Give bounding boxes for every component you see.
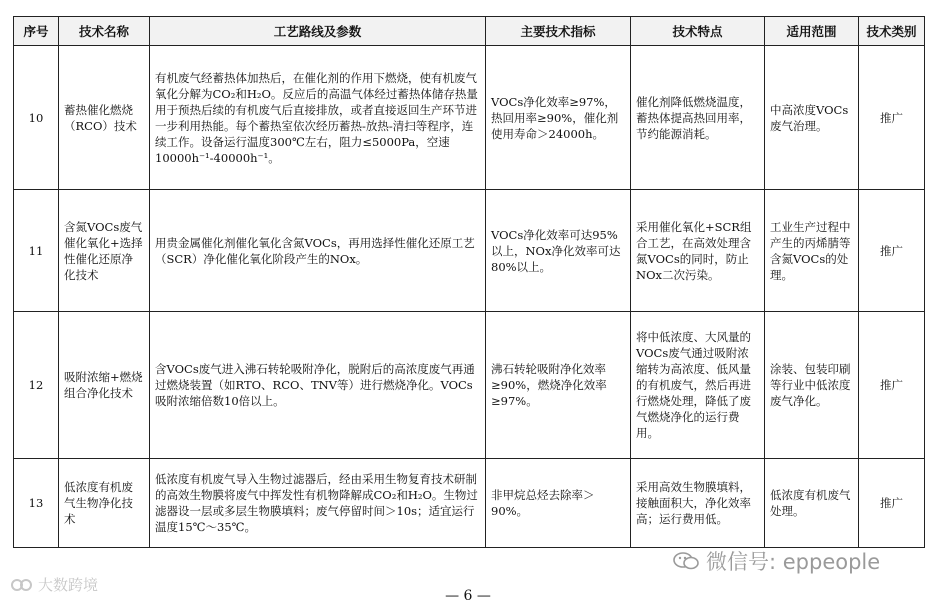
cell-name: 吸附浓缩+燃烧组合净化技术 bbox=[59, 312, 150, 459]
tech-table bbox=[13, 16, 925, 548]
cell-process: 用贵金属催化剂催化氧化含氮VOCs，再用选择性催化还原工艺（SCR）净化催化氧化阶段产生的NOx。 bbox=[150, 190, 486, 312]
cell-name: 蓄热催化燃烧（RCO）技术 bbox=[59, 46, 150, 190]
cell-indicators: VOCs净化效率≥97%，热回用率≥90%，催化剂使用寿命＞24000h。 bbox=[486, 46, 631, 190]
table-row bbox=[14, 190, 925, 312]
header-category: 技术类别 bbox=[859, 17, 925, 46]
wechat-icon bbox=[672, 551, 700, 571]
cell-category: 推广 bbox=[859, 190, 925, 312]
header-scope: 适用范围 bbox=[765, 17, 859, 46]
cell-name: 含氮VOCs废气催化氧化+选择性催化还原净化技术 bbox=[59, 190, 150, 312]
table-row bbox=[14, 312, 925, 459]
watermark-left-text: 大数跨境 bbox=[38, 576, 99, 594]
cell-indicators: VOCs净化效率可达95%以上，NOx净化效率可达80%以上。 bbox=[486, 190, 631, 312]
header-features: 技术特点 bbox=[631, 17, 765, 46]
cell-indicators: 非甲烷总烃去除率＞90%。 bbox=[486, 459, 631, 548]
cell-features: 将中低浓度、大风量的VOCs废气通过吸附浓缩转为高浓度、低风量的有机废气，然后再进行燃烧处理，降低了废气燃烧净化的运行费用。 bbox=[631, 312, 765, 459]
cell-no: 12 bbox=[14, 312, 59, 459]
cell-no: 11 bbox=[14, 190, 59, 312]
cell-category: 推广 bbox=[859, 459, 925, 548]
watermark-right-text: 微信号: eppeople bbox=[706, 550, 881, 574]
cell-scope: 低浓度有机废气处理。 bbox=[765, 459, 859, 548]
cell-scope: 涂装、包装印刷等行业中低浓度废气净化。 bbox=[765, 312, 859, 459]
cell-no: 13 bbox=[14, 459, 59, 548]
cell-category: 推广 bbox=[859, 46, 925, 190]
cell-no: 10 bbox=[14, 46, 59, 190]
cell-scope: 工业生产过程中产生的丙烯腈等含氮VOCs的处理。 bbox=[765, 190, 859, 312]
cell-features: 催化剂降低燃烧温度，蓄热体提高热回用率，节约能源消耗。 bbox=[631, 46, 765, 190]
cell-features: 采用催化氧化+SCR组合工艺，在高效处理含氮VOCs的同时，防止NOx二次污染。 bbox=[631, 190, 765, 312]
cell-process: 含VOCs废气进入沸石转轮吸附净化，脱附后的高浓度废气再通过燃烧装置（如RTO、RCO、TNV等）进行燃烧净化。VOCs吸附浓缩倍数10倍以上。 bbox=[150, 312, 486, 459]
cell-scope: 中高浓度VOCs废气治理。 bbox=[765, 46, 859, 190]
table-row bbox=[14, 459, 925, 548]
page-number: — 6 — bbox=[445, 588, 491, 604]
cell-indicators: 沸石转轮吸附净化效率≥90%，燃烧净化效率≥97%。 bbox=[486, 312, 631, 459]
watermark-right bbox=[672, 546, 880, 576]
header-row bbox=[14, 17, 925, 46]
cell-process: 有机废气经蓄热体加热后，在催化剂的作用下燃烧，使有机废气氧化分解为CO₂和H₂O。反应后的高温气体经过蓄热体储存热量用于预热后续的有机废气后直接排放，或者直接返回生产环节进一步利用热能。每个蓄热室依次经历蓄热-放热-清扫等程序，连续工作。设备运行温度300℃左右，阻力≤5000Pa，空速10000h⁻¹-40000h⁻¹。 bbox=[150, 46, 486, 190]
header-no: 序号 bbox=[14, 17, 59, 46]
table-row bbox=[14, 46, 925, 190]
header-process: 工艺路线及参数 bbox=[150, 17, 486, 46]
header-indicators: 主要技术指标 bbox=[486, 17, 631, 46]
cell-category: 推广 bbox=[859, 312, 925, 459]
header-name: 技术名称 bbox=[59, 17, 150, 46]
cell-process: 低浓度有机废气导入生物过滤器后，经由采用生物复育技术研制的高效生物膜将废气中挥发性有机物降解成CO₂和H₂O。生物过滤器设一层或多层生物膜填料；废气停留时间＞10s；适宜运行温度15℃～35℃。 bbox=[150, 459, 486, 548]
cell-name: 低浓度有机废气生物净化技术 bbox=[59, 459, 150, 548]
cell-features: 采用高效生物膜填料，接触面积大，净化效率高；运行费用低。 bbox=[631, 459, 765, 548]
